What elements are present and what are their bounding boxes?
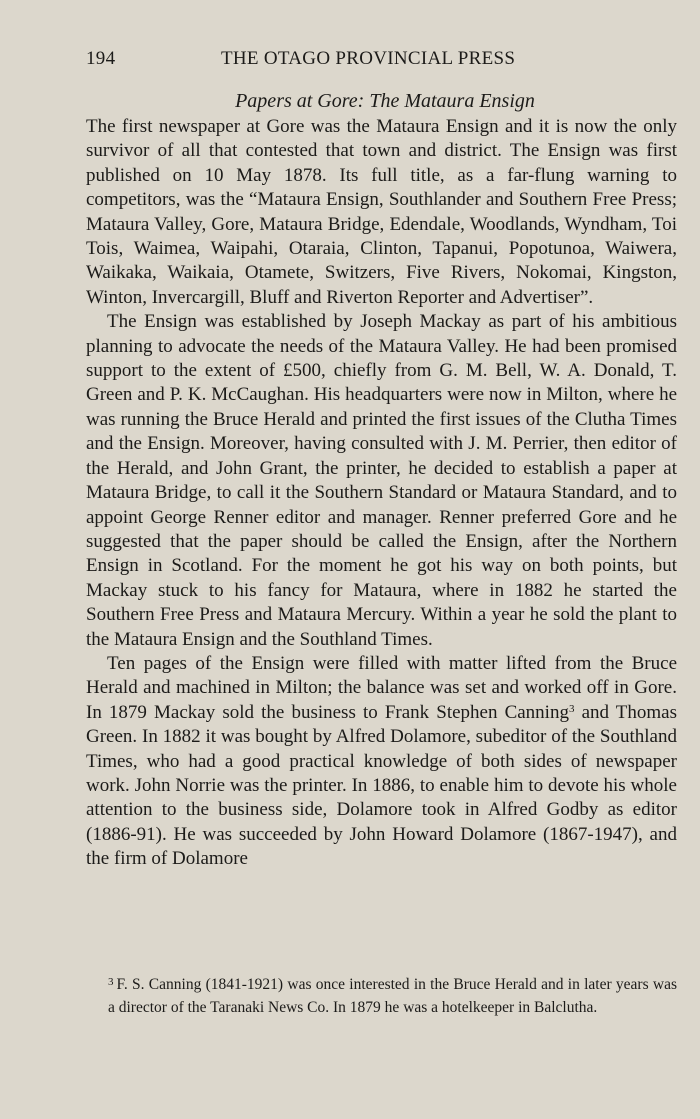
page-header — [86, 48, 670, 74]
paragraph: The Ensign was established by Joseph Mackay as part of his ambitious planning to advocate the needs of the Mataura Valley. He had been promised support to the extent of £500, chiefly from G. M. Bell, W. A. Donald, T. Green and P. K. McCaughan. His headquarters were now in Milton, where he was running the Bruce Herald and printed the first issues of the Clutha Times and the Ensign. Moreover, having consulted with J. M. Perrier, then editor of the Herald, and John Grant, the printer, he decided to establish a paper at Mataura Bridge, to call it the Southern Standard or Mataura Standard, and to appoint George Renner editor and manager. Renner preferred Gore and he suggested that the paper should be called the Ensign, after the Northern Ensign in Scotland. For the moment he got his way on both points, but Mackay stuck to his fancy for Mataura, where in 1882 he started the Southern Free Press and Mataura Mercury. Within a year he sold the plant to the Mataura Ensign and the Southland Times. — [86, 311, 677, 650]
running-head: THE OTAGO PROVINCIAL PRESS — [221, 48, 516, 69]
section-title: Papers at Gore: The Mataura Ensign — [235, 90, 535, 112]
page-number: 194 — [86, 48, 116, 69]
footnote-reference: 3 — [568, 702, 575, 715]
paragraph-text: Ten pages of the Ensign were filled with matter lifted from the Bruce Herald and machined in Milton; the balance was set and worked off in Gore. In 1879 Mackay sold the business to Frank Stephen Canning — [86, 652, 677, 723]
footnote-text: F. S. Canning (1841-1921) was once interested in the Bruce Herald and in later years was a director of the Taranaki News Co. In 1879 he was a hotelkeeper in Balclutha. — [108, 976, 677, 1016]
paragraph: The first newspaper at Gore was the Mataura Ensign and it is now the only survivor of all that contested that town and district. The Ensign was first published on 10 May 1878. Its full title, as a far-flung warning to competitors, was the “Mataura Ensign, Southlander and Southern Free Press; Mataura Valley, Gore, Mataura Bridge, Edendale, Woodlands, Wyndham, Toi Tois, Waimea, Waipahi, Otaraia, Clinton, Tapanui, Popotunoa, Waiwera, Waikaka, Waikaia, Otamete, Switzers, Five Rivers, Nokomai, Kingston, Winton, Invercargill, Bluff and Riverton Reporter and Advertiser”. — [86, 116, 677, 308]
paragraph-text: and Thomas Green. In 1882 it was bought by Alfred Dolamore, subeditor of the Southland Times, who had a good practical knowledge of both sides of newspaper work. John Norrie was the printer. In 1886, to enable him to devote his whole attention to the business side, Dolamore took in Alfred Godby as editor (1886-91). He was succeeded by John Howard Dolamore (1867-1947), and the firm of Dolamore — [86, 701, 677, 870]
paragraph — [86, 652, 677, 872]
body-text — [86, 115, 677, 872]
footnote-marker: 3 — [108, 976, 114, 988]
footnote — [108, 974, 677, 1019]
